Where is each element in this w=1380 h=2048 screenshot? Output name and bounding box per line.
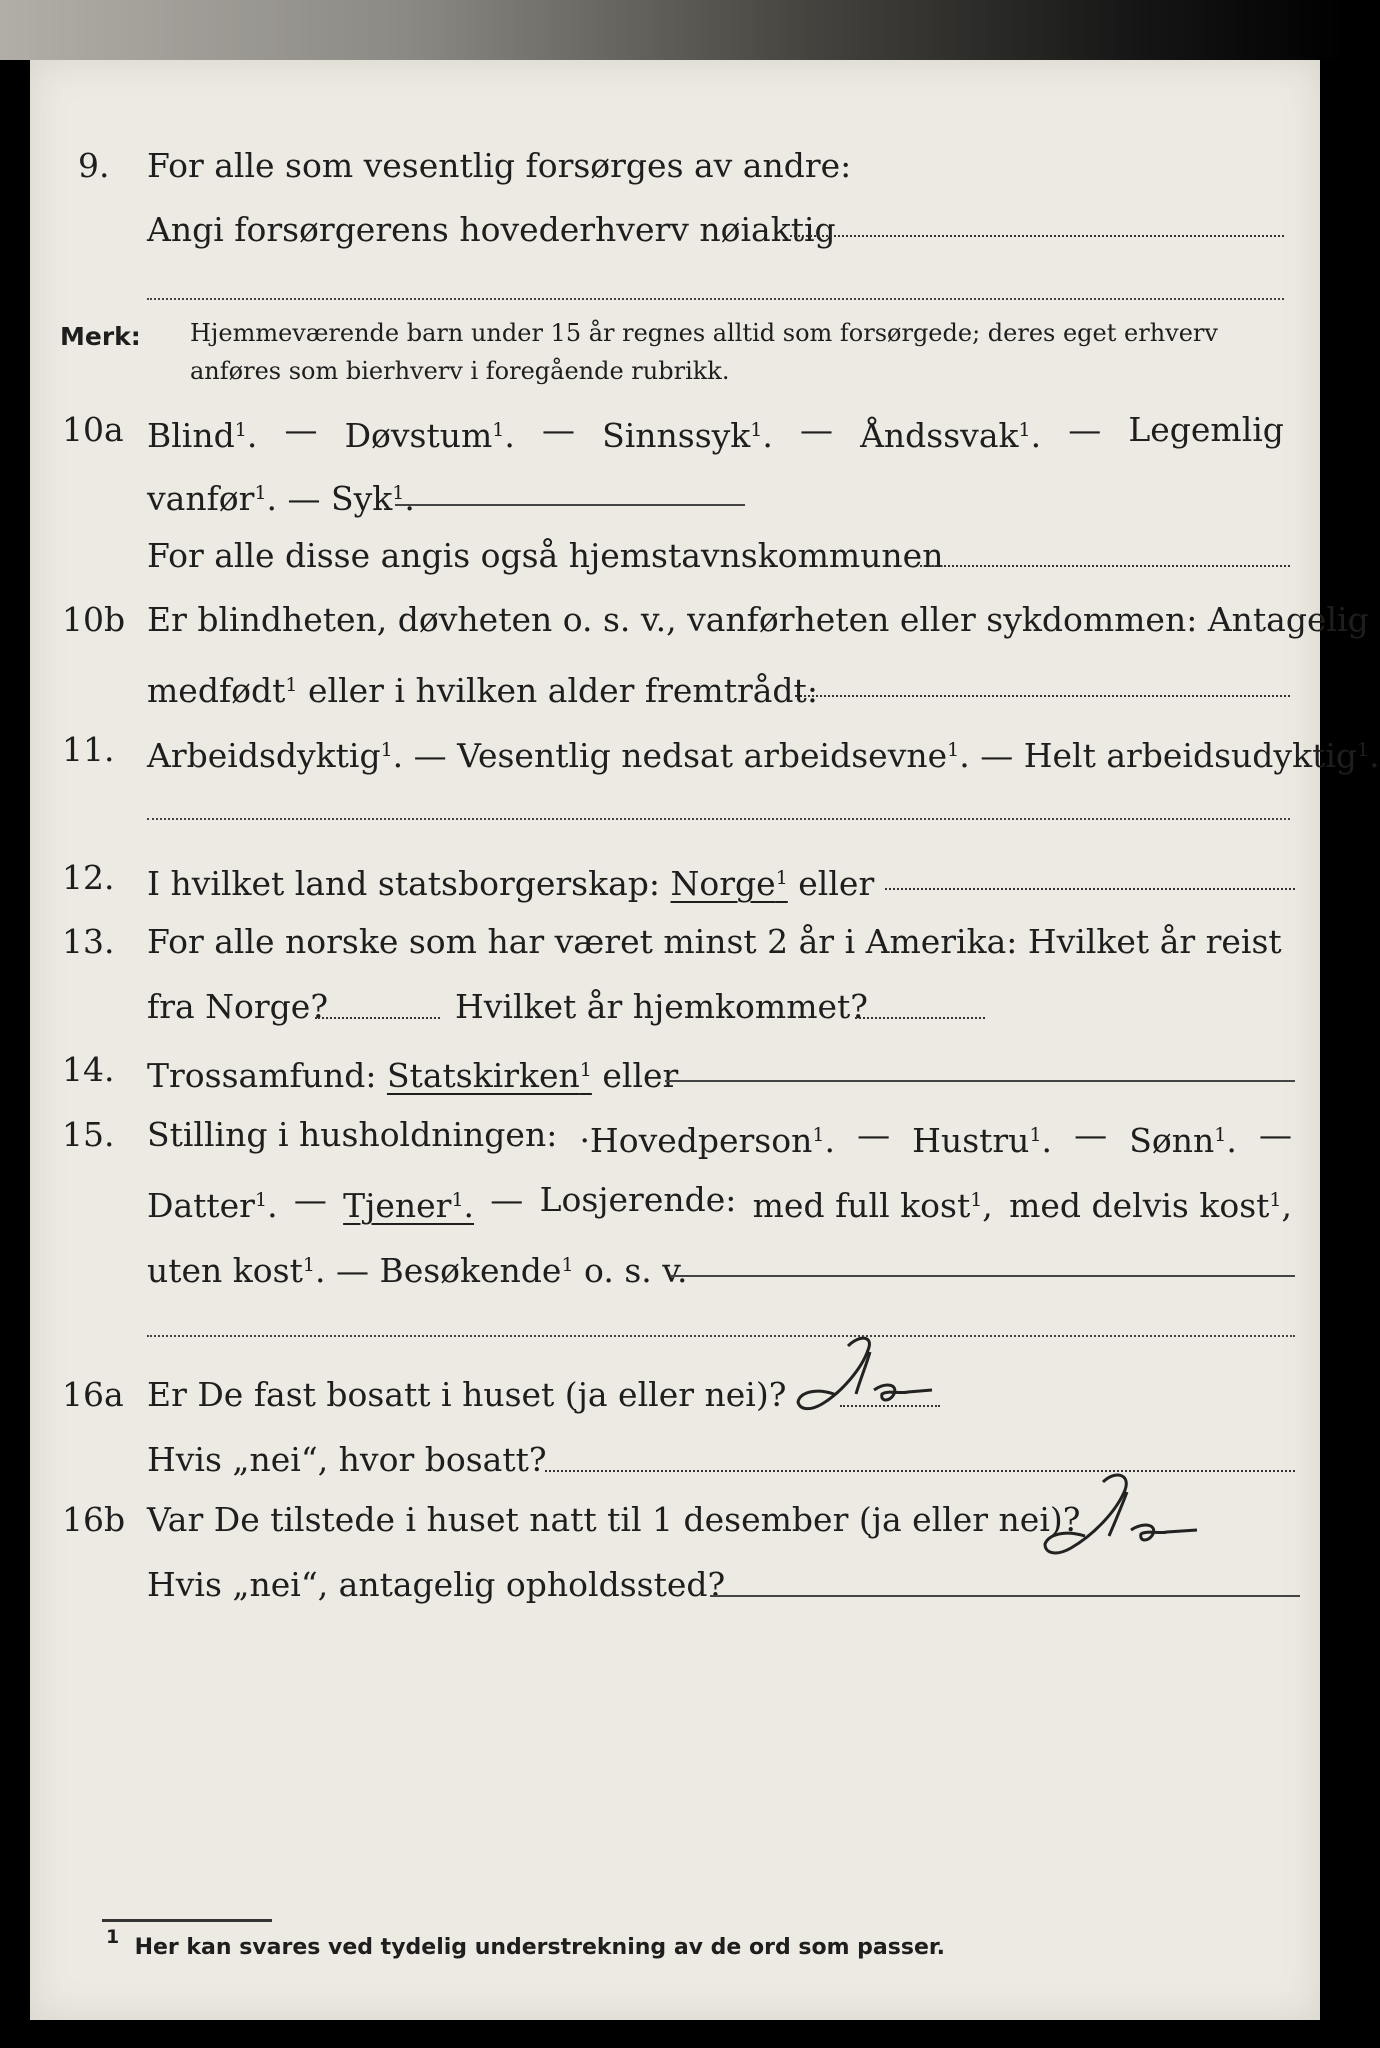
q10b-line2: medfødt$^1$ eller i hvilken alder fremtrådt: bbox=[147, 671, 818, 710]
q16a-line1: Er De fast bosatt i huset (ja eller nei)? bbox=[147, 1375, 787, 1414]
q13-line2-fra: fra Norge? bbox=[147, 987, 329, 1026]
q9-line2: Angi forsørgerens hovederhverv nøiaktig bbox=[147, 210, 836, 249]
q13-reist-line[interactable] bbox=[315, 1017, 440, 1019]
q15-answer-line[interactable] bbox=[670, 1275, 1295, 1277]
q10a-option-blind: Blind$^1$. bbox=[147, 416, 258, 455]
q14-number: 14. bbox=[62, 1050, 115, 1089]
dash: — bbox=[1068, 410, 1102, 449]
q10a-line3: For alle disse angis også hjemstavnskommunen bbox=[147, 536, 944, 575]
q16a-line2: Hvis „nei“, hvor bosatt? bbox=[147, 1440, 547, 1479]
q10a-answer-line[interactable] bbox=[395, 504, 745, 506]
q16b-opholdssted-line[interactable] bbox=[710, 1595, 1300, 1597]
q16a-number: 16a bbox=[62, 1375, 124, 1414]
q9-answer-line-2[interactable] bbox=[147, 298, 1284, 300]
q10a-option-sinnssyk: Sinnssyk$^1$. bbox=[602, 416, 773, 455]
q9-number: 9. bbox=[78, 146, 110, 185]
dash: — bbox=[284, 410, 318, 449]
q15-line1: Stilling i husholdningen: ·Hovedperson$^1$. — Hustru$^1$. — Sønn$^1$. — bbox=[147, 1115, 1292, 1160]
q13-number: 13. bbox=[62, 922, 115, 961]
census-form-page bbox=[30, 60, 1380, 2020]
dash: — bbox=[541, 410, 575, 449]
q13-hjem-line[interactable] bbox=[855, 1017, 985, 1019]
q10a-option-legemlig: Legemlig bbox=[1128, 410, 1284, 449]
q11-number: 11. bbox=[62, 730, 115, 769]
q14-answer-line[interactable] bbox=[665, 1080, 1295, 1082]
q15-answer-line-2[interactable] bbox=[147, 1335, 1295, 1337]
q13-line2-hjem: Hvilket år hjemkommet? bbox=[455, 987, 868, 1026]
q12-number: 12. bbox=[62, 858, 115, 897]
q15-tjener-underlined: Tjener$^1$. bbox=[343, 1186, 475, 1225]
q16a-answer-line[interactable] bbox=[840, 1405, 940, 1407]
q12-line1: I hvilket land statsborgerskap: Norge$^1$ eller bbox=[147, 864, 875, 903]
q10a-kommune-line[interactable] bbox=[920, 565, 1290, 567]
q10a-line2: vanfør$^1$. — Syk$^1$. bbox=[147, 479, 415, 518]
footnote-rule bbox=[102, 1919, 272, 1922]
q12-norge-underlined: Norge$^1$ bbox=[670, 864, 788, 903]
q14-line1: Trossamfund: Statskirken$^1$ eller bbox=[147, 1056, 679, 1095]
q10a-number: 10a bbox=[62, 410, 124, 449]
q10b-number: 10b bbox=[62, 600, 126, 639]
q9-answer-line[interactable] bbox=[790, 235, 1284, 237]
q11-answer-line[interactable] bbox=[147, 818, 1290, 820]
q10a-option-andssvak: Åndssvak$^1$. bbox=[860, 416, 1042, 455]
q16b-number: 16b bbox=[62, 1500, 126, 1539]
q16b-handwritten-answer bbox=[1035, 1470, 1205, 1565]
q12-answer-line[interactable] bbox=[885, 888, 1295, 890]
q16a-handwritten-answer bbox=[790, 1332, 940, 1422]
scan-border bbox=[0, 0, 1345, 60]
q15-line3: uten kost$^1$. — Besøkende$^1$ o. s. v. bbox=[147, 1251, 688, 1290]
q15-line2: Datter$^1$. — Tjener$^1$. — Losjerende: med full kost$^1$, med delvis kost$^1$, bbox=[147, 1180, 1292, 1225]
dash: — bbox=[799, 410, 833, 449]
q10a-option-dovstum: Døvstum$^1$. bbox=[344, 416, 515, 455]
q11-line1: Arbeidsdyktig$^1$. — Vesentlig nedsat arbeidsevne$^1$. — Helt arbeidsudyktig$^1$. bbox=[147, 736, 1380, 775]
q10b-answer-line[interactable] bbox=[795, 695, 1290, 697]
merk-text: Hjemmeværende barn under 15 år regnes alltid som forsørgede; deres eget erhverv anføres som bierhverv i foregående rubrikk. bbox=[190, 319, 1218, 385]
footnote: 1 Her kan svares ved tydelig understrekning av de ord som passer. bbox=[106, 1926, 945, 1960]
q14-statskirken-underlined: Statskirken$^1$ bbox=[386, 1056, 592, 1095]
merk-label: Merk: bbox=[60, 322, 141, 351]
q15-number: 15. bbox=[62, 1115, 115, 1154]
q13-line1: For alle norske som har været minst 2 år i Amerika: Hvilket år reist bbox=[147, 922, 1282, 961]
q16b-line2: Hvis „nei“, antagelig opholdssted? bbox=[147, 1565, 726, 1604]
q10a-line1 bbox=[147, 410, 1284, 456]
q10b-line1: Er blindheten, døvheten o. s. v., vanførheten eller sykdommen: Antagelig bbox=[147, 600, 1369, 639]
q16b-line1: Var De tilstede i huset natt til 1 desember (ja eller nei)? bbox=[147, 1500, 1081, 1539]
q9-line1: For alle som vesentlig forsørges av andre: bbox=[147, 146, 852, 185]
